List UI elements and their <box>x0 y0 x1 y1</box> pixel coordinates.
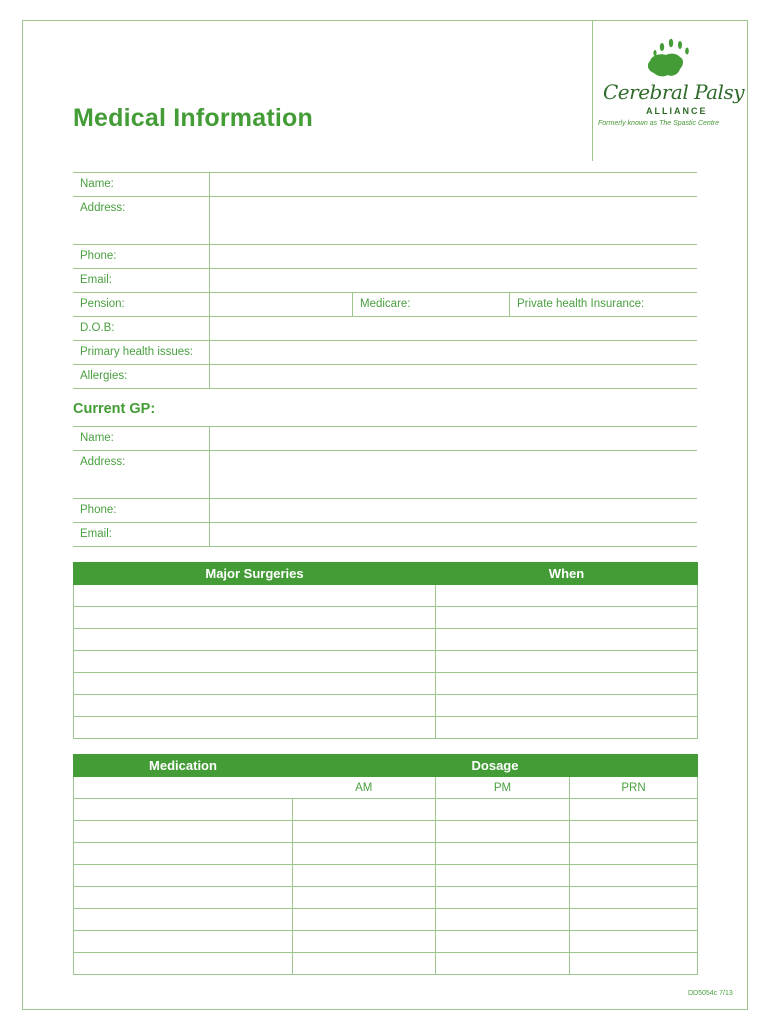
form-code: DD5054c 7/13 <box>688 990 733 997</box>
table-row <box>74 887 698 909</box>
surgery-cell[interactable] <box>74 651 436 673</box>
medication-cell[interactable] <box>74 821 293 843</box>
when-cell[interactable] <box>436 585 698 607</box>
page-title: Medical Information <box>73 104 313 132</box>
patient-phone-label: Phone: <box>73 245 210 268</box>
allergies-label: Allergies: <box>73 365 210 388</box>
am-column-header: AM <box>293 777 436 799</box>
medication-cell[interactable] <box>74 887 293 909</box>
pm-cell[interactable] <box>436 799 570 821</box>
gp-phone-row <box>73 499 697 523</box>
table-row <box>74 629 698 651</box>
gp-details-form <box>73 426 697 547</box>
gp-name-field[interactable] <box>210 427 697 450</box>
patient-phone-field[interactable] <box>210 245 697 268</box>
prn-cell[interactable] <box>570 865 698 887</box>
table-row <box>74 585 698 607</box>
when-cell[interactable] <box>436 607 698 629</box>
table-row <box>74 673 698 695</box>
prn-cell[interactable] <box>570 843 698 865</box>
logo-divider <box>592 20 593 161</box>
am-cell[interactable] <box>293 909 436 931</box>
patient-email-label: Email: <box>73 269 210 292</box>
private-insurance-label[interactable]: Private health Insurance: <box>509 293 697 316</box>
pm-column-header: PM <box>436 777 570 799</box>
dob-field[interactable] <box>210 317 697 340</box>
table-row <box>74 931 698 953</box>
patient-name-field[interactable] <box>210 173 697 196</box>
table-row <box>74 953 698 975</box>
surgery-cell[interactable] <box>74 585 436 607</box>
pm-cell[interactable] <box>436 931 570 953</box>
australia-hand-icon <box>628 35 718 83</box>
gp-phone-label: Phone: <box>73 499 210 522</box>
patient-email-row <box>73 269 697 293</box>
when-cell[interactable] <box>436 717 698 739</box>
when-cell[interactable] <box>436 673 698 695</box>
am-cell[interactable] <box>293 843 436 865</box>
when-column-header: When <box>436 563 698 585</box>
medication-cell[interactable] <box>74 843 293 865</box>
surgery-cell[interactable] <box>74 717 436 739</box>
logo-subtitle: ALLIANCE <box>646 106 708 116</box>
prn-column-header: PRN <box>570 777 698 799</box>
medication-cell[interactable] <box>74 909 293 931</box>
primary-health-label: Primary health issues: <box>73 341 210 364</box>
surgery-cell[interactable] <box>74 629 436 651</box>
am-cell[interactable] <box>293 887 436 909</box>
patient-address-row <box>73 197 697 245</box>
gp-address-row <box>73 451 697 499</box>
allergies-field[interactable] <box>210 365 697 388</box>
pension-label: Pension: <box>73 293 210 316</box>
surgery-cell[interactable] <box>74 695 436 717</box>
pm-cell[interactable] <box>436 909 570 931</box>
major-surgeries-column-header: Major Surgeries <box>74 563 436 585</box>
when-cell[interactable] <box>436 629 698 651</box>
patient-name-row <box>73 173 697 197</box>
pm-cell[interactable] <box>436 865 570 887</box>
medication-cell[interactable] <box>74 865 293 887</box>
prn-cell[interactable] <box>570 821 698 843</box>
gp-address-label: Address: <box>73 451 210 498</box>
table-row <box>74 865 698 887</box>
patient-name-label: Name: <box>73 173 210 196</box>
medicare-label[interactable]: Medicare: <box>352 293 509 316</box>
patient-details-form <box>73 172 697 389</box>
primary-health-field[interactable] <box>210 341 697 364</box>
patient-address-field[interactable] <box>210 197 697 244</box>
gp-address-field[interactable] <box>210 451 697 498</box>
patient-email-field[interactable] <box>210 269 697 292</box>
gp-email-row <box>73 523 697 547</box>
am-cell[interactable] <box>293 931 436 953</box>
prn-cell[interactable] <box>570 799 698 821</box>
dosage-subheader-row <box>74 777 698 799</box>
medication-subheader-blank <box>74 777 293 799</box>
cerebral-palsy-alliance-logo <box>598 30 744 140</box>
table-row <box>74 651 698 673</box>
medication-column-header: Medication <box>74 755 293 777</box>
gp-email-label: Email: <box>73 523 210 546</box>
pm-cell[interactable] <box>436 843 570 865</box>
pm-cell[interactable] <box>436 887 570 909</box>
prn-cell[interactable] <box>570 887 698 909</box>
am-cell[interactable] <box>293 953 436 975</box>
medication-cell[interactable] <box>74 799 293 821</box>
major-surgeries-header <box>74 563 698 585</box>
medication-table <box>73 754 698 975</box>
patient-phone-row <box>73 245 697 269</box>
patient-insurance-row <box>73 293 697 317</box>
am-cell[interactable] <box>293 821 436 843</box>
medication-cell[interactable] <box>74 953 293 975</box>
when-cell[interactable] <box>436 695 698 717</box>
table-row <box>74 821 698 843</box>
when-cell[interactable] <box>436 651 698 673</box>
table-row <box>74 843 698 865</box>
table-row <box>74 799 698 821</box>
table-row <box>74 909 698 931</box>
dosage-column-header: Dosage <box>293 755 698 777</box>
current-gp-heading: Current GP: <box>73 401 156 417</box>
table-row <box>74 607 698 629</box>
table-row <box>74 717 698 739</box>
pension-field[interactable] <box>210 293 352 316</box>
major-surgeries-table <box>73 562 698 739</box>
prn-cell[interactable] <box>570 931 698 953</box>
prn-cell[interactable] <box>570 953 698 975</box>
surgery-cell[interactable] <box>74 673 436 695</box>
logo-tagline: Formerly known as The Spastic Centre <box>598 120 719 127</box>
dob-label: D.O.B: <box>73 317 210 340</box>
patient-dob-row <box>73 317 697 341</box>
primary-health-row <box>73 341 697 365</box>
am-cell[interactable] <box>293 799 436 821</box>
patient-address-label: Address: <box>73 197 210 244</box>
gp-name-label: Name: <box>73 427 210 450</box>
medication-header <box>74 755 698 777</box>
pm-cell[interactable] <box>436 821 570 843</box>
allergies-row <box>73 365 697 389</box>
gp-phone-field[interactable] <box>210 499 697 522</box>
logo-wordmark: Cerebral Palsy <box>603 80 745 104</box>
surgery-cell[interactable] <box>74 607 436 629</box>
prn-cell[interactable] <box>570 909 698 931</box>
gp-email-field[interactable] <box>210 523 697 546</box>
pm-cell[interactable] <box>436 953 570 975</box>
table-row <box>74 695 698 717</box>
gp-name-row <box>73 427 697 451</box>
am-cell[interactable] <box>293 865 436 887</box>
medication-cell[interactable] <box>74 931 293 953</box>
